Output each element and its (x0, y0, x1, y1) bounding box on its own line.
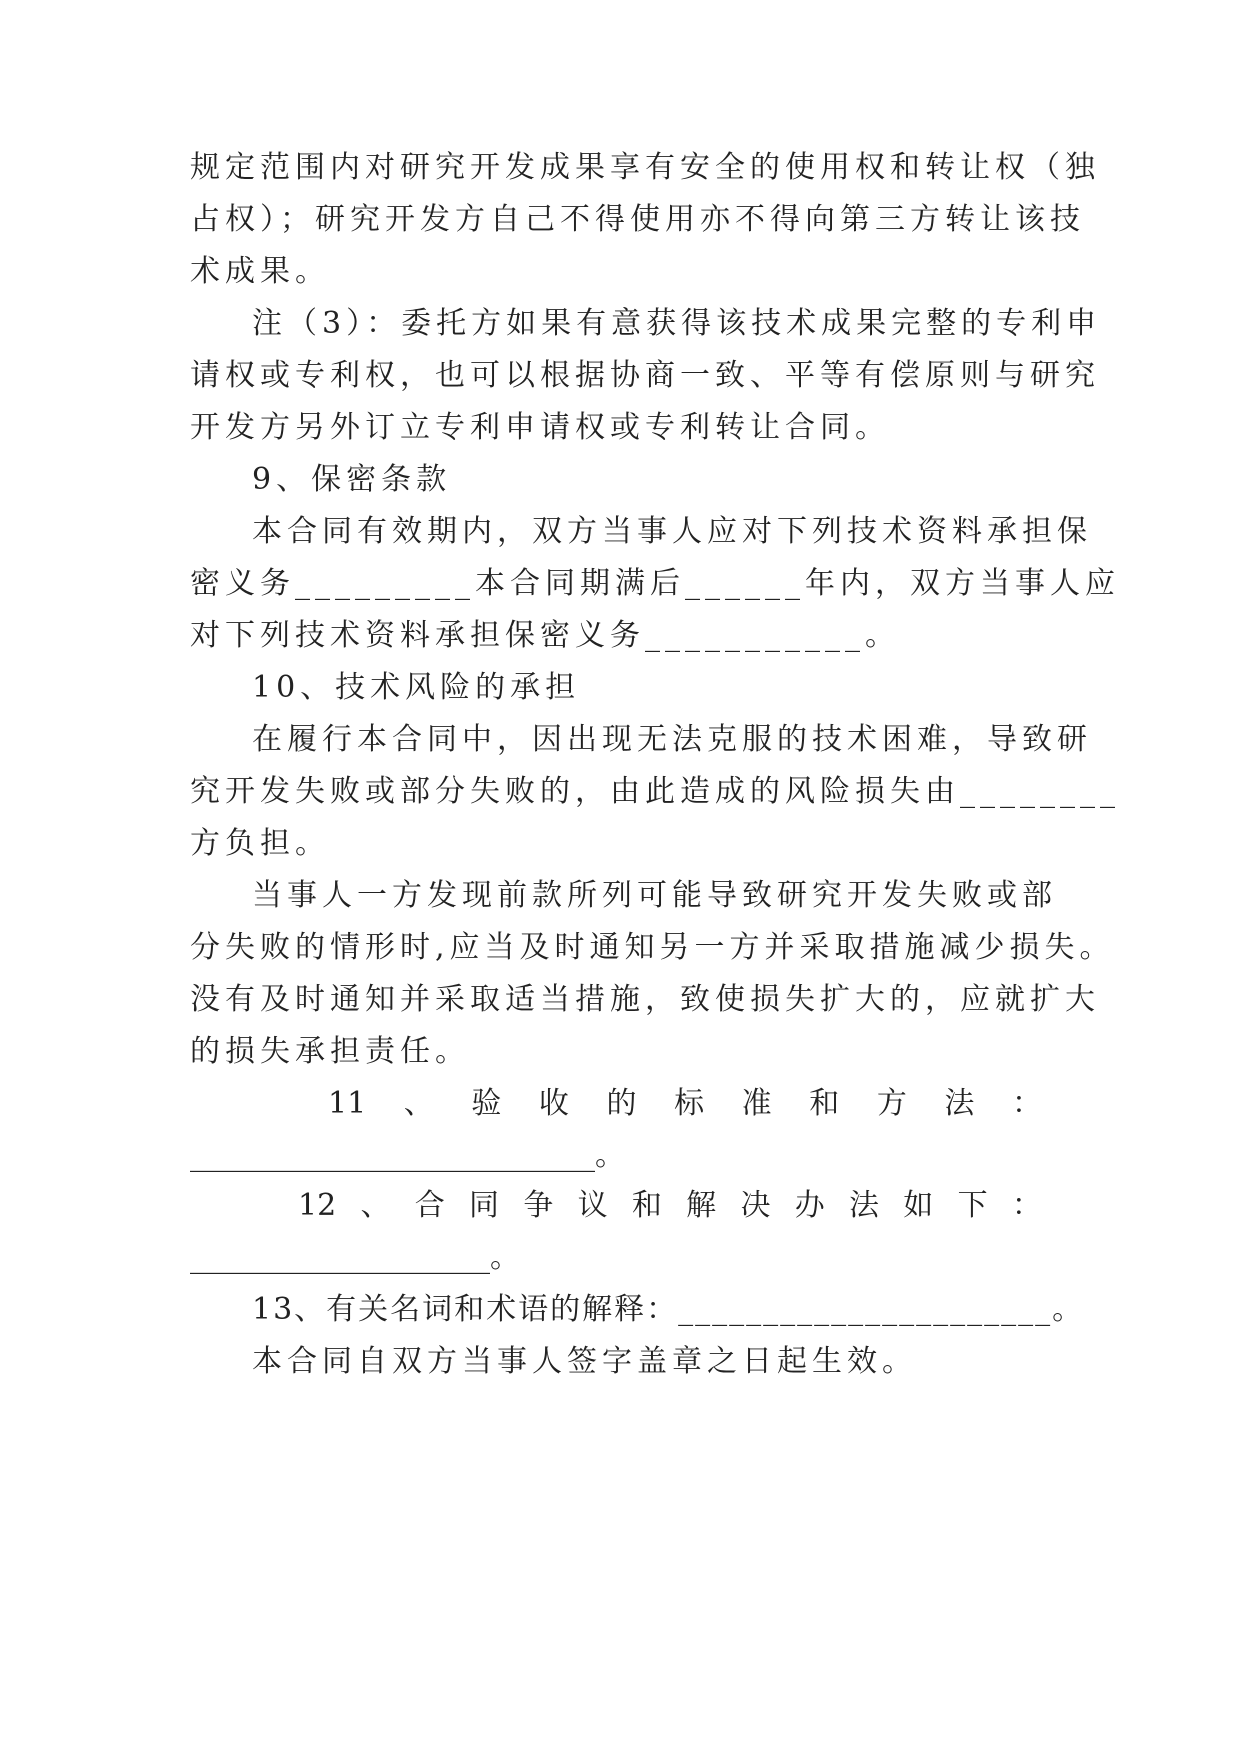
section-heading: 10、技术风险的承担 (252, 670, 581, 705)
section-heading: 9、保密条款 (252, 462, 452, 497)
item-11-blank: ___________________________。 (190, 1138, 625, 1173)
paragraph-line: 的损失承担责任。 (190, 1034, 470, 1069)
paragraph-line: 本合同有效期内，双方当事人应对下列技术资料承担保 (252, 514, 1092, 549)
paragraph-line: 分失败的情形时,应当及时通知另一方并采取措施减少损失。 (190, 930, 1115, 965)
item-12-blank: ____________________。 (190, 1240, 520, 1275)
paragraph-line: 究开发失败或部分失败的，由此造成的风险损失由________ (190, 774, 1120, 809)
paragraph-line: 开发方另外订立专利申请权或专利转让合同。 (190, 410, 890, 445)
paragraph-line: 方负担。 (190, 826, 330, 861)
paragraph-line: 请权或专利权，也可以根据协商一致、平等有偿原则与研究 (190, 358, 1100, 393)
paragraph-line: 对下列技术资料承担保密义务___________。 (190, 618, 900, 653)
item-12-heading: 12 、 合 同 争 议 和 解 决 办 法 如 下 ： (298, 1188, 1042, 1223)
paragraph-line: 在履行本合同中，因出现无法克服的技术困难，导致研 (252, 722, 1092, 757)
item-11-heading: 11 、 验 收 的 标 准 和 方 法 ： (328, 1086, 1042, 1121)
paragraph-line: 占权）；研究开发方自己不得使用亦不得向第三方转让该技 (190, 202, 1085, 237)
paragraph-line: 没有及时通知并采取适当措施，致使损失扩大的，应就扩大 (190, 982, 1100, 1017)
paragraph-line: 密义务_________本合同期满后______年内，双方当事人应 (190, 566, 1120, 601)
paragraph-line: 当事人一方发现前款所列可能导致研究开发失败或部 (252, 878, 1057, 913)
paragraph-line: 规定范围内对研究开发成果享有安全的使用权和转让权（独 (190, 150, 1100, 185)
item-13-line: 13、有关名词和术语的解释：______________________。 (252, 1292, 1085, 1327)
paragraph-line: 术成果。 (190, 254, 330, 289)
paragraph-line: 注（3）：委托方如果有意获得该技术成果完整的专利申 (252, 306, 1102, 341)
effective-clause: 本合同自双方当事人签字盖章之日起生效。 (252, 1344, 917, 1379)
